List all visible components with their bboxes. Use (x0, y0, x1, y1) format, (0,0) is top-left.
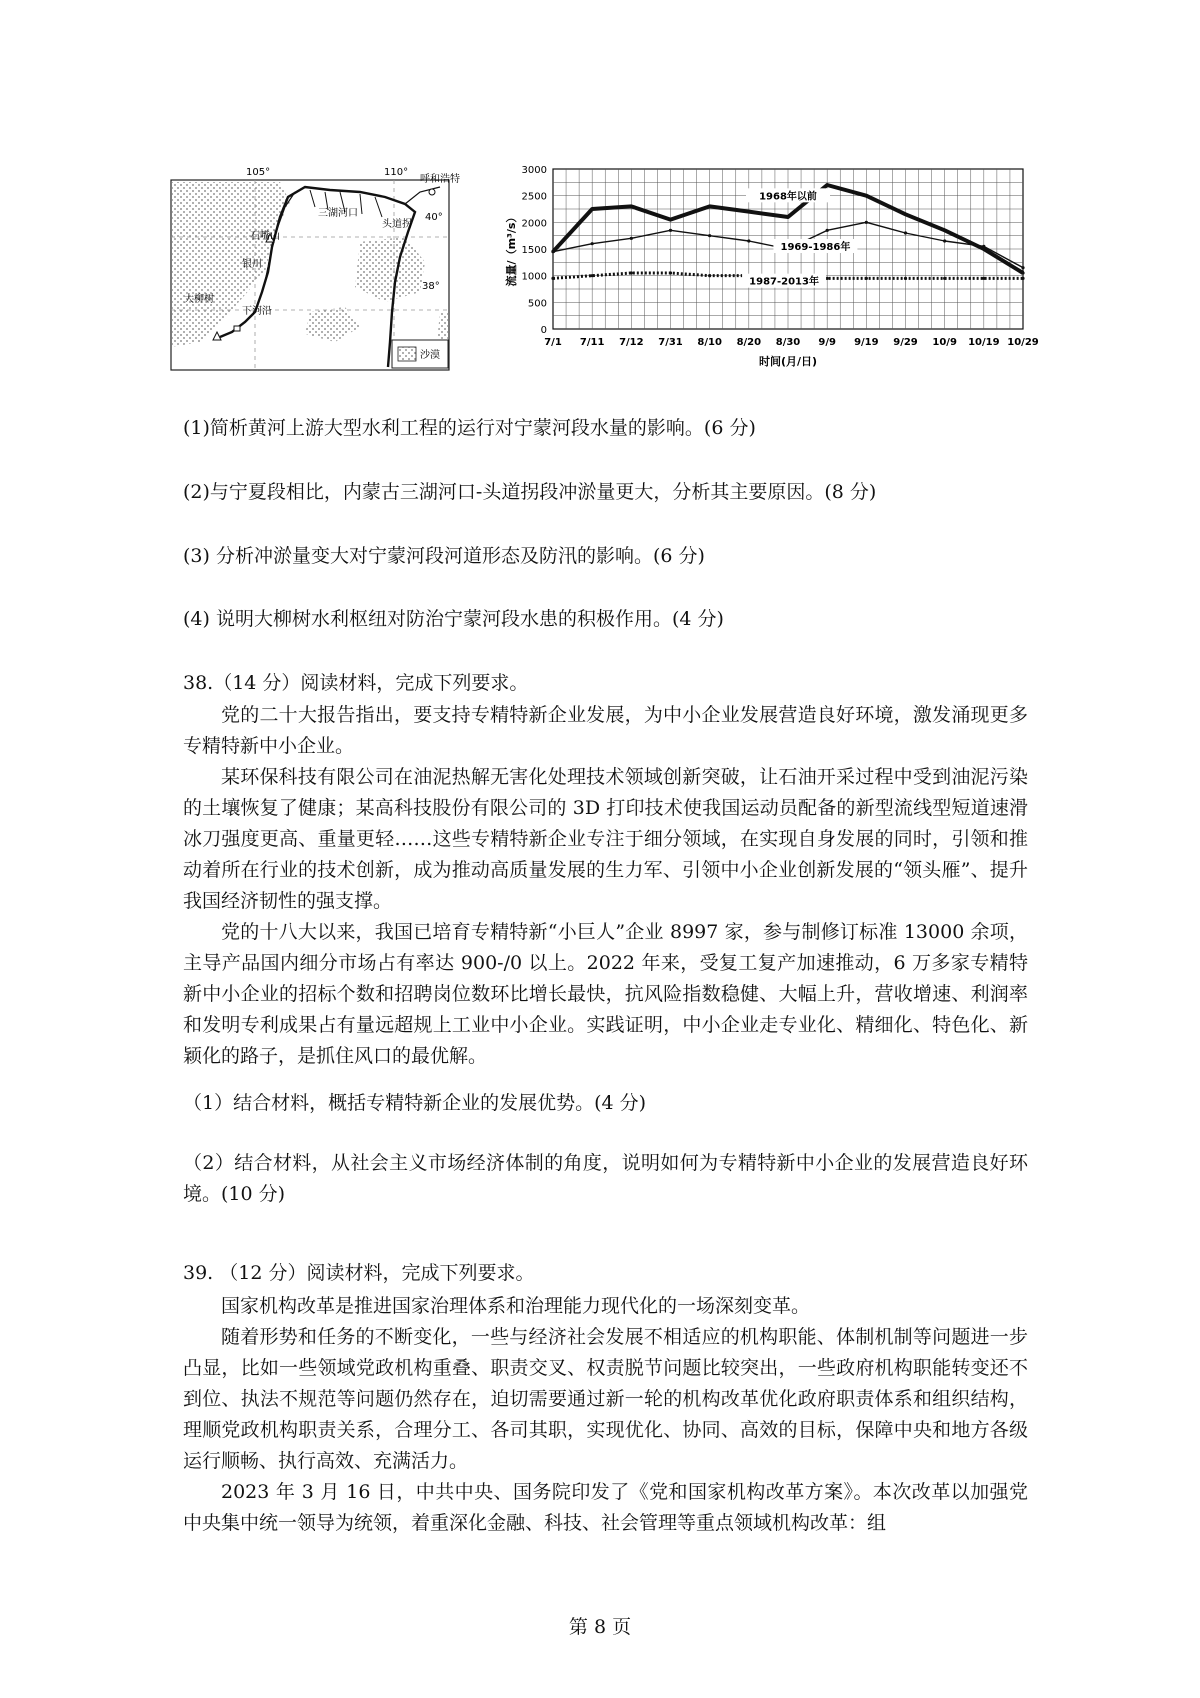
y-axis-label: 流量/（m³/s） (505, 211, 518, 287)
data-point (943, 239, 946, 242)
place-daliushu: 大柳树 (184, 294, 214, 305)
data-point (904, 213, 907, 216)
lat-label-38: 38° (422, 281, 440, 292)
q39-paragraph-2: 随着形势和任务的不断变化，一些与经济社会发展不相适应的机构职能、体制机制等问题进一步凸显，比如一些领域党政机构重叠、职责交叉、权责脱节问题比较突出，一些政府机构职能转变还不到位、执法不规范等问题仍然存在，迫切需要通过新一轮的机构改革优化政府职责体系和组织结构，理顺党政机构职责关系，合理分工、各司其职，实现优化、协同、高效的目标，保障中央和地方各级运行顺畅、执行高效、充满活力。 (183, 1326, 1028, 1472)
q37-sub4: (4) 说明大柳树水利枢纽对防治宁蒙河段水患的积极作用。(4 分) (183, 608, 724, 630)
x-tick-label: 9/29 (893, 337, 918, 348)
x-tick-label: 10/29 (1007, 337, 1039, 348)
q38-material (183, 700, 1028, 1072)
x-tick-label: 7/11 (579, 337, 605, 348)
x-tick-label: 7/31 (658, 337, 683, 348)
place-hohhot: 呼和浩特 (420, 174, 460, 185)
series-label: 1968年以前 (759, 191, 817, 203)
data-point (630, 205, 633, 208)
data-point (551, 277, 554, 280)
data-point (943, 277, 946, 280)
x-tick-label: 8/10 (697, 337, 722, 348)
q38-paragraph-3: 党的十八大以来，我国已培育专精特新“小巨人”企业 8997 家，参与制修订标准 13000 余项，主导产品国内细分市场占有率达 900-/0 以上。2022 年来，受复工复产加速推动，6 万多家专精特新中小企业的招标个数和招聘岗位数环比增长最快，抗风险指数稳健、大幅上升，营收增速、利润率和发明专利成果占有量远超规上工业中小企业。实践证明，中小企业走专业化、精细化、特色化、新颖化的路子，是抓住风口的最优解。 (183, 921, 1028, 1067)
series-label: 1969-1986年 (780, 242, 851, 253)
city-marker-hohhot (429, 189, 435, 195)
x-tick-label: 9/9 (818, 337, 836, 348)
data-point (708, 205, 711, 208)
place-toudaoguai: 头道拐 (382, 219, 412, 230)
q38-sub2-block (183, 1148, 1028, 1210)
q37-sub3: (3) 分析冲淤量变大对宁蒙河段河道形态及防汛的影响。(6 分) (183, 545, 705, 567)
q39-material (183, 1291, 1028, 1539)
data-point (943, 229, 946, 232)
lon-label-110: 110° (384, 167, 409, 178)
y-tick-label: 3000 (521, 165, 547, 176)
data-point (865, 221, 868, 224)
series-label: 1987-2013年 (749, 276, 819, 288)
data-point (669, 218, 672, 221)
x-tick-label: 10/9 (932, 337, 957, 348)
data-point (1021, 277, 1024, 280)
page-number: 第 8 页 (568, 1616, 632, 1638)
lat-label-40: 40° (425, 212, 443, 223)
y-tick-label: 2500 (521, 191, 547, 203)
data-point (865, 277, 868, 280)
data-point (591, 242, 594, 245)
place-sanhuhekou: 三湖河口 (318, 208, 358, 219)
x-tick-label: 8/20 (736, 337, 762, 348)
q39-title: 39. （12 分）阅读材料，完成下列要求。 (183, 1262, 535, 1284)
q38-sub1: （1）结合材料，概括专精特新企业的发展优势。(4 分) (183, 1092, 647, 1114)
x-tick-label: 8/30 (775, 337, 801, 348)
y-tick-label: 0 (540, 325, 547, 336)
y-tick-label: 2000 (521, 218, 547, 230)
q38-paragraph-1: 党的二十大报告指出，要支持专精特新企业发展，为中小企业发展营造良好环境，激发涌现更多专精特新中小企业。 (183, 704, 1028, 757)
place-shizuishan: 石嘴山 (250, 231, 280, 242)
x-tick-label: 10/19 (968, 337, 1000, 348)
data-point (904, 231, 907, 234)
data-point (591, 274, 594, 277)
data-point (1021, 266, 1024, 269)
data-point (630, 271, 633, 274)
lon-label-105: 105° (246, 167, 271, 178)
q39-paragraph-1: 国家机构改革是推进国家治理体系和治理能力现代化的一场深刻变革。 (221, 1295, 811, 1317)
data-point (786, 215, 789, 218)
data-point (669, 271, 672, 274)
q37-sub1: (1)简析黄河上游大型水利工程的运行对宁蒙河段水量的影响。(6 分) (183, 417, 756, 439)
y-tick-label: 1000 (521, 271, 547, 283)
x-tick-label: 9/19 (854, 337, 879, 348)
map-legend-label: 沙漠 (420, 350, 440, 361)
map-svg (170, 162, 460, 372)
q37-sub2: (2)与宁夏段相比，内蒙古三湖河口-头道拐段冲淤量更大，分析其主要原因。(8 分) (183, 481, 877, 503)
q38-title: 38.（14 分）阅读材料，完成下列要求。 (183, 672, 529, 694)
data-point (982, 277, 985, 280)
y-tick-label: 500 (527, 298, 547, 310)
data-point (826, 183, 829, 186)
place-yinchuan: 银川 (242, 259, 262, 270)
x-tick-label: 7/1 (544, 337, 562, 348)
place-xiaheyan: 下河沿 (242, 306, 272, 317)
data-point (747, 239, 750, 242)
x-tick-label: 7/12 (619, 337, 644, 348)
flow-chart-svg (495, 165, 1040, 390)
data-point (591, 207, 594, 210)
q39-paragraph-3: 2023 年 3 月 16 日，中共中央、国务院印发了《党和国家机构改革方案》。本次改革以加强党中央集中统一领导为统领，着重深化金融、科技、社会管理等重点领域机构改革：组 (183, 1481, 1028, 1534)
q38-sub2: （2）结合材料，从社会主义市场经济体制的角度，说明如何为专精特新中小企业的发展营造良好环境。(10 分) (183, 1152, 1028, 1205)
data-point (865, 194, 868, 197)
map-figure (170, 162, 460, 372)
data-point (826, 229, 829, 232)
x-axis-label: 时间(月/日) (758, 355, 818, 368)
data-point (669, 229, 672, 232)
map-legend-swatch (398, 347, 416, 361)
y-tick-label: 1500 (521, 245, 547, 256)
data-point (1021, 271, 1024, 274)
data-point (708, 234, 711, 237)
q38-paragraph-2: 某环保科技有限公司在油泥热解无害化处理技术领域创新突破，让石油开采过程中受到油泥污染的土壤恢复了健康；某高科技股份有限公司的 3D 打印技术使我国运动员配备的新型流线型短道速滑冰刀强度更高、重量更轻……这些专精特新企业专注于细分领域，在实现自身发展的同时，引领和推动着所在行业的技术创新，成为推动高质量发展的生力军、引领中小企业创新发展的“领头雁”、提升我国经济韧性的强支撑。 (183, 766, 1028, 912)
station-marker-xiaheyan (234, 326, 240, 331)
data-point (708, 274, 711, 277)
data-point (551, 250, 554, 253)
data-point (982, 245, 985, 248)
data-point (904, 277, 907, 280)
data-point (630, 237, 633, 240)
flow-chart (495, 165, 1040, 390)
data-point (747, 210, 750, 213)
